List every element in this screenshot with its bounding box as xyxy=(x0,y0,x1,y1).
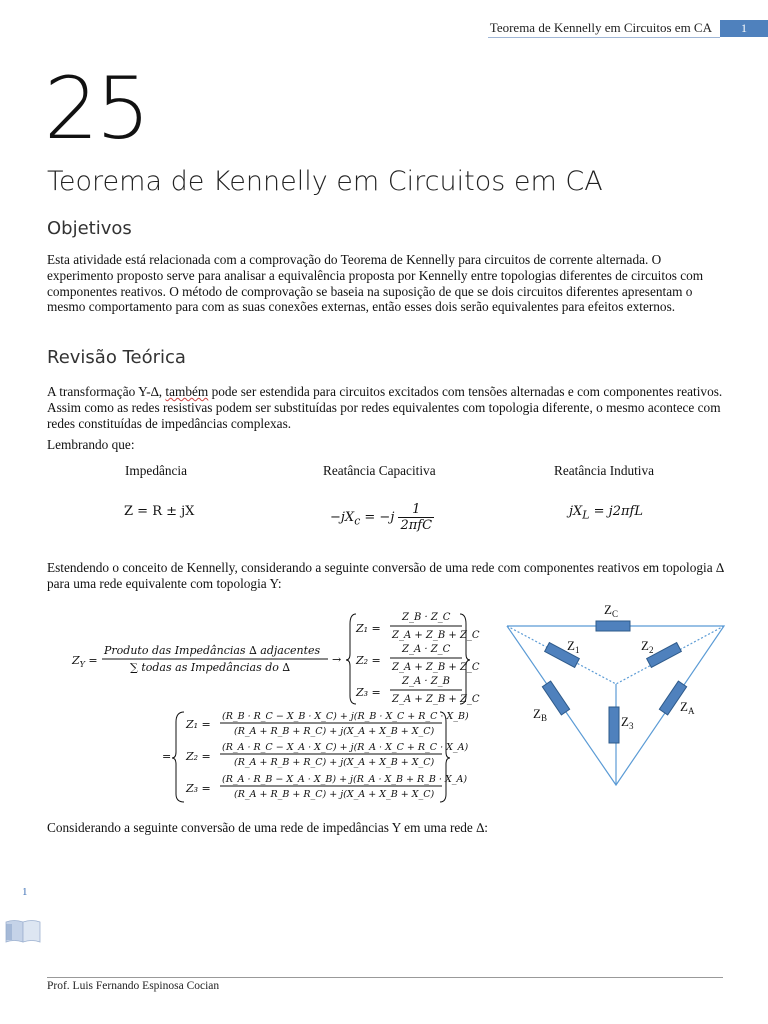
big-fraction-den: ∑ todas as Impedâncias do ∆ xyxy=(130,661,291,674)
delta-wye-diagram xyxy=(500,600,730,795)
inductive-reactance-formula xyxy=(569,504,643,522)
r1-label: Z₁ = xyxy=(186,718,211,731)
kennelly-equations xyxy=(60,604,480,804)
revisao-paragraph-4: Considerando a seguinte conversão de uma rede de impedâncias Y em uma rede ∆: xyxy=(47,820,488,835)
xc-sub: c xyxy=(354,514,361,528)
resistor-zb xyxy=(542,681,569,715)
r2-numerator: (R_A · R_C − X_A · X_C) + j(R_A · X_C + R_C · X_A) xyxy=(222,742,469,753)
reatancia-capacitiva-label: Reatância Capacitiva xyxy=(323,463,436,478)
objetivos-paragraph: Esta atividade está relacionada com a comprovação do Teorema de Kennelly para circuitos de corrente alternada. O experimento proposto serve para analisar a equivalência proposta por Kennelly entre topologias diferentes de circuitos com componentes reativos. O método de comprovação se baseia na suposição de que se dois circuitos diferentes apresentam o mesmo comportamento para com as suas conexões externas, então esses dois serão equivalentes para efeitos externos. xyxy=(47,252,704,315)
r2-label: Z₂ = xyxy=(186,750,211,763)
running-header: Teorema de Kennelly em Circuitos em CA xyxy=(489,20,712,35)
reatancia-indutiva-label: Reatância Indutiva xyxy=(554,463,655,478)
footer-author: Prof. Luis Fernando Espinosa Cocian xyxy=(47,980,220,992)
arrow: → xyxy=(332,653,342,666)
resistor-z3 xyxy=(609,707,619,743)
r3-numerator: (R_A · R_B − X_A · X_B) + j(R_A · X_B + R_B · X_A) xyxy=(222,774,468,785)
label-zb: $Z_B$ xyxy=(533,706,547,723)
z2-numerator: Z_A · Z_C xyxy=(402,644,451,655)
impedance-formula: Z = R ± jX xyxy=(124,504,195,519)
z1-numerator: Z_B · Z_C xyxy=(402,612,451,623)
impedancia-label: Impedância xyxy=(125,463,188,478)
header-page-number: 1 xyxy=(720,20,768,37)
label-za: $Z_A$ xyxy=(680,699,695,716)
chapter-number: 25 xyxy=(44,59,148,159)
xc-num: 1 xyxy=(398,502,434,518)
z3-denominator: Z_A + Z_B + Z_C xyxy=(392,694,480,705)
z2-denominator: Z_A + Z_B + Z_C xyxy=(392,662,480,673)
z1-label: Z₁ = xyxy=(356,622,381,635)
big-fraction-num: Produto das Impedâncias ∆ adjacentes xyxy=(104,644,321,657)
revisao-p1-end: pode ser estendida para circuitos excitados com tensões alternadas e com componentes reativos. Assim como as redes resistivas podem ser substituídas por redes equivalentes com topologia diferente, o mesmo acontece com redes constituídas de impedâncias complexas. xyxy=(47,384,723,431)
revisao-paragraph-1 xyxy=(47,384,725,431)
xl-sub: L xyxy=(582,508,590,522)
footer-rule xyxy=(47,977,723,978)
xc-den: 2πfC xyxy=(400,518,433,533)
objetivos-heading: Objetivos xyxy=(47,218,132,239)
label-zc: $Z_C$ xyxy=(604,602,618,619)
r2-denominator: (R_A + R_B + R_C) + j(X_A + X_B + X_C) xyxy=(234,757,435,768)
z3-numerator: Z_A · Z_B xyxy=(402,676,451,687)
revisao-p1-start: A transformação Y-∆, xyxy=(47,384,166,399)
r3-denominator: (R_A + R_B + R_C) + j(X_A + X_B + X_C) xyxy=(234,789,435,800)
label-z1: $Z_1$ xyxy=(567,638,580,655)
revisao-paragraph-3: Estendendo o conceito de Kennelly, considerando a seguinte conversão de uma rede com componentes reativos em topologia ∆ para uma rede equivalente com topologia Y: xyxy=(47,560,725,591)
chapter-title: Teorema de Kennelly em Circuitos em CA xyxy=(47,166,603,197)
r1-denominator: (R_A + R_B + R_C) + j(X_A + X_B + X_C) xyxy=(234,726,435,737)
r1-numerator: (R_B · R_C − X_B · X_C) + j(R_B · X_C + R_C · X_B) xyxy=(222,711,469,722)
spellcheck-word: também xyxy=(165,384,209,399)
book-icon xyxy=(4,918,42,944)
zy-sub: Y xyxy=(79,660,85,669)
equals-sign: = xyxy=(162,750,172,763)
zy-lhs: $Z_Y$ = xyxy=(72,654,98,669)
z2-label: Z₂ = xyxy=(356,654,381,667)
xc-mid: = −j xyxy=(360,510,399,525)
capacitive-reactance-formula xyxy=(330,502,434,533)
z1-denominator: Z_A + Z_B + Z_C xyxy=(392,630,480,641)
label-z2: $Z_2$ xyxy=(641,638,654,655)
xl-rhs: = j2πfL xyxy=(589,504,643,519)
r3-label: Z₃ = xyxy=(186,782,211,795)
revisao-paragraph-2: Lembrando que: xyxy=(47,437,135,452)
header-rule xyxy=(488,37,720,38)
z3-label: Z₃ = xyxy=(356,686,381,699)
revisao-heading: Revisão Teórica xyxy=(47,347,186,368)
margin-page-number: 1 xyxy=(22,886,28,898)
resistor-zc xyxy=(596,621,630,631)
xc-fraction xyxy=(398,502,434,533)
label-z3: $Z_3$ xyxy=(621,714,634,731)
xc-lhs: −jX xyxy=(330,510,355,525)
xl-lhs: jX xyxy=(569,504,583,519)
